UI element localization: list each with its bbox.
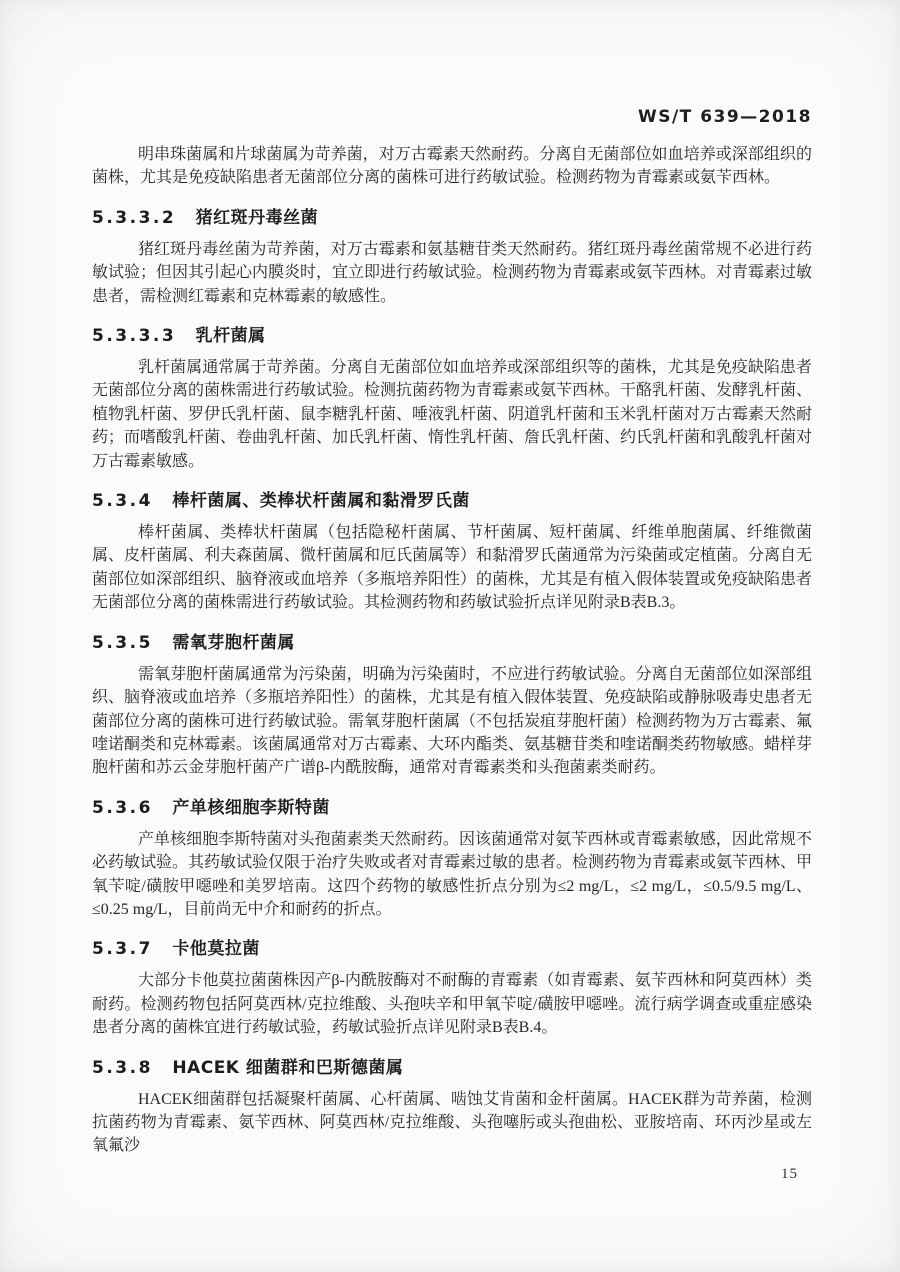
section-paragraph: 棒杆菌属、类棒状杆菌属（包括隐秘杆菌属、节杆菌属、短杆菌属、纤维单胞菌属、纤维微菌属、皮杆菌属、利夫森菌属、微杆菌属和厄氏菌属等）和黏滑罗氏菌通常为污染菌或定植菌。分离自无菌部位如深部组织、脑脊液或血培养（多瓶培养阳性）的菌株，尤其是有植入假体装置或免疫缺陷患者无菌部位分离的菌株需进行药敏试验。其检测药物和药敏试验折点详见附录B表B.3。 <box>92 524 813 612</box>
section-title: 乳杆菌属 <box>195 326 266 347</box>
section-title: 卡他莫拉菌 <box>172 939 260 960</box>
section-5-3-6 <box>92 797 812 922</box>
standard-code-header: WS/T 639—2018 <box>637 107 812 127</box>
section-paragraph: 产单核细胞李斯特菌对头孢菌素类天然耐药。因该菌通常对氨苄西林或青霉素敏感，因此常规不必药敏试验。其药敏试验仅限于治疗失败或者对青霉素过敏的患者。检测药物为青霉素或氨苄西林、甲氧苄啶/磺胺甲噁唑和美罗培南。这四个药物的敏感性折点分别为≤2 mg/L，≤2 mg/L，≤0.5/9.5 mg/L、≤0.25 mg/L，目前尚无中介和耐药的折点。 <box>92 830 813 918</box>
section-heading <box>92 938 812 960</box>
section-number: 5.3.7 <box>92 939 153 960</box>
section-number: 5.3.3.3 <box>92 326 177 347</box>
section-paragraph: 大部分卡他莫拉菌菌株因产β-内酰胺酶对不耐酶的青霉素（如青霉素、氨苄西林和阿莫西林）类耐药。检测药物包括阿莫西林/克拉维酸、头孢呋辛和甲氧苄啶/磺胺甲噁唑。流行病学调查或重症感染患者分离的菌株宜进行药敏试验，药敏试验折点详见附录B表B.4。 <box>92 972 812 1037</box>
section-5-3-3-3 <box>92 325 812 473</box>
section-title: 需氧芽胞杆菌属 <box>172 632 295 653</box>
section-5-3-4 <box>92 490 812 615</box>
section-number: 5.3.6 <box>92 797 153 818</box>
section-number: 5.3.5 <box>92 632 153 653</box>
section-heading <box>92 325 812 347</box>
page-number: 15 <box>781 1166 798 1182</box>
section-title: HACEK 细菌群和巴斯德菌属 <box>172 1057 404 1078</box>
section-5-3-3-2 <box>92 207 812 308</box>
continued-paragraph: 明串珠菌属和片球菌属为苛养菌，对万古霉素天然耐药。分离自无菌部位如血培养或深部组织的菌株，尤其是免疫缺陷患者无菌部位分离的菌株可进行药敏试验。检测药物为青霉素或氨苄西林。 <box>92 146 812 187</box>
section-heading <box>92 207 812 229</box>
section-paragraph: 猪红斑丹毒丝菌为苛养菌，对万古霉素和氨基糖苷类天然耐药。猪红斑丹毒丝菌常规不必进行药敏试验；但因其引起心内膜炎时，宜立即进行药敏试验。检测药物为青霉素或氨苄西林。对青霉素过敏患者，需检测红霉素和克林霉素的敏感性。 <box>92 240 813 305</box>
section-title: 猪红斑丹毒丝菌 <box>195 207 319 228</box>
section-heading <box>92 490 812 512</box>
section-heading <box>92 797 812 819</box>
section-heading <box>92 632 812 654</box>
section-number: 5.3.8 <box>92 1057 153 1078</box>
section-title: 棒杆菌属、类棒状杆菌属和黏滑罗氏菌 <box>172 491 470 512</box>
section-paragraph: HACEK细菌群包括凝聚杆菌属、心杆菌属、啮蚀艾肯菌和金杆菌属。HACEK群为苛养菌，检测抗菌药物为青霉素、氨苄西林、阿莫西林/克拉维酸、头孢噻肟或头孢曲松、亚胺培南、环丙沙星或左氧氟沙 <box>92 1090 812 1155</box>
section-number: 5.3.4 <box>92 491 153 512</box>
page-body <box>92 143 812 1158</box>
section-5-3-5 <box>92 632 812 780</box>
section-heading <box>92 1057 812 1079</box>
section-number: 5.3.3.2 <box>92 207 177 228</box>
section-paragraph: 需氧芽胞杆菌属通常为污染菌，明确为污染菌时，不应进行药敏试验。分离自无菌部位如深部组织、脑脊液或血培养（多瓶培养阳性）的菌株，尤其是有植入假体装置、免疫缺陷或静脉吸毒史患者无菌部位分离的菌株可进行药敏试验。需氧芽胞杆菌属（不包括炭疽芽胞杆菌）检测药物为万古霉素、氟喹诺酮类和克林霉素。该菌属通常对万古霉素、大环内酯类、氨基糖苷类和喹诺酮类药物敏感。蜡样芽胞杆菌和苏云金芽胞杆菌产广谱β-内酰胺酶，通常对青霉素类和头孢菌素类耐药。 <box>92 665 813 777</box>
section-5-3-8 <box>92 1057 812 1158</box>
section-title: 产单核细胞李斯特菌 <box>172 797 330 818</box>
section-paragraph: 乳杆菌属通常属于苛养菌。分离自无菌部位如血培养或深部组织等的菌株，尤其是免疫缺陷患者无菌部位分离的菌株需进行药敏试验。检测抗菌药物为青霉素或氨苄西林。干酪乳杆菌、发酵乳杆菌、植物乳杆菌、罗伊氏乳杆菌、鼠李糖乳杆菌、唾液乳杆菌、阴道乳杆菌和玉米乳杆菌对万古霉素天然耐药；而嗜酸乳杆菌、卷曲乳杆菌、加氏乳杆菌、惰性乳杆菌、詹氏乳杆菌、约氏乳杆菌和乳酸乳杆菌对万古霉素敏感。 <box>92 359 813 470</box>
section-5-3-7 <box>92 938 812 1039</box>
